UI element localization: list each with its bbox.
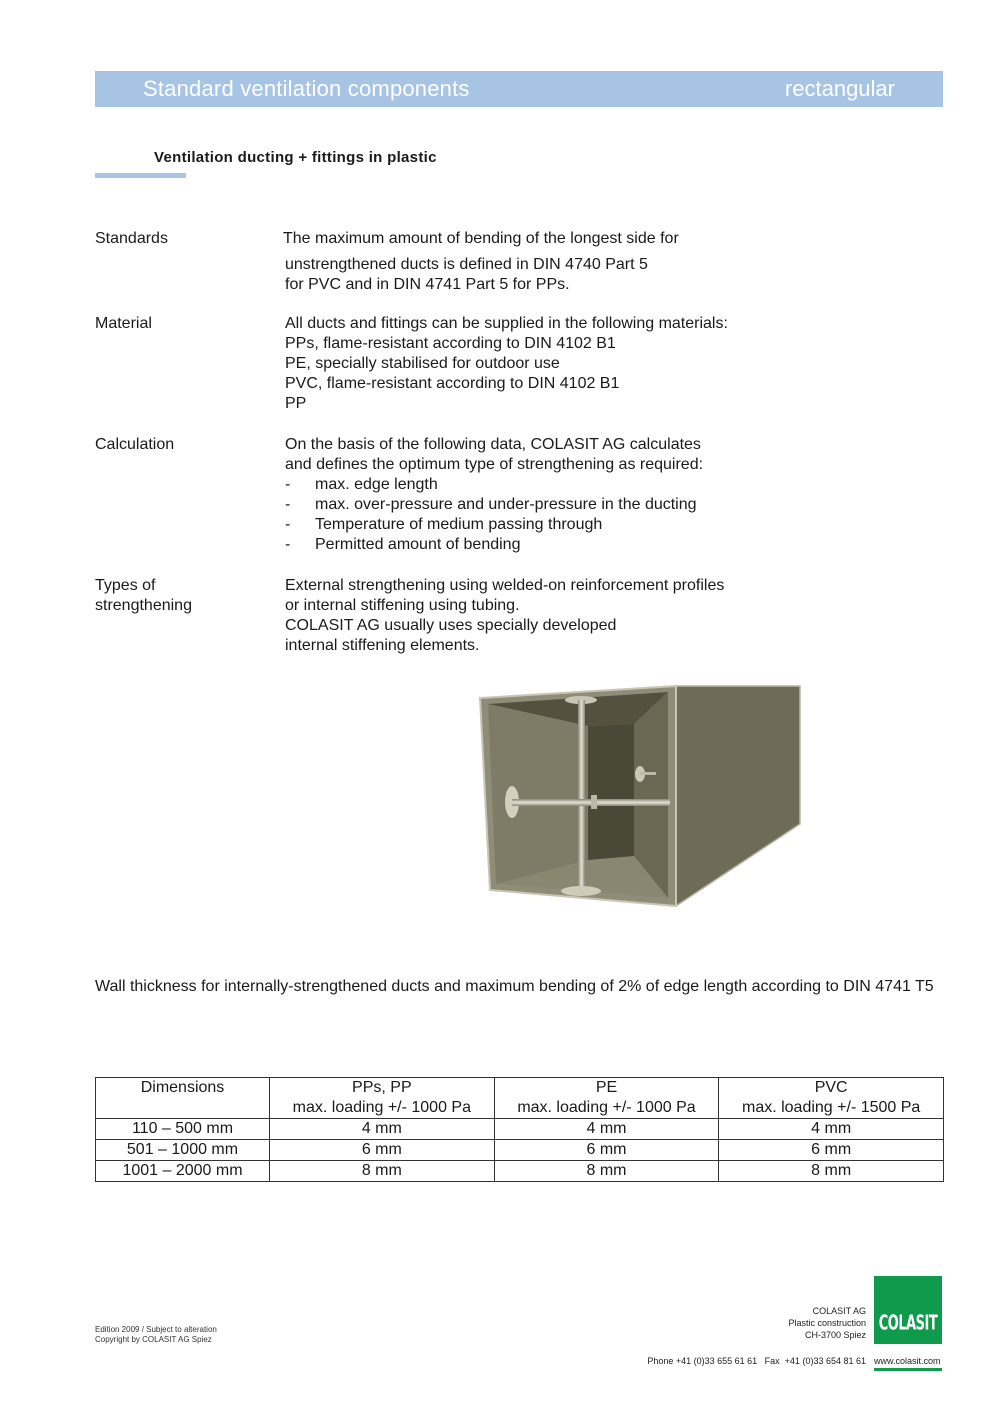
table-cell: 8 mm xyxy=(494,1161,719,1182)
copyright-text: Copyright by COLASIT AG Spiez xyxy=(95,1335,212,1344)
header-category: rectangular xyxy=(784,76,895,101)
list-item-text: max. over-pressure and under-pressure in the ducting xyxy=(315,496,697,513)
section-label-standards: Standards xyxy=(95,230,168,247)
colasit-logo xyxy=(874,1276,942,1344)
label-line: Types of xyxy=(95,577,156,594)
table-header-cell: Dimensions xyxy=(96,1078,270,1099)
table-header-cell: max. loading +/- 1000 Pa xyxy=(270,1098,495,1119)
table-header-cell: PPs, PP xyxy=(270,1078,495,1099)
company-city: CH-3700 Spiez xyxy=(804,1330,866,1340)
text-line: internal stiffening elements. xyxy=(285,637,480,654)
section-label-calculation: Calculation xyxy=(95,436,175,453)
header-title: Standard ventilation components xyxy=(143,76,470,101)
label-line: strengthening xyxy=(95,597,192,614)
list-item-text: max. edge length xyxy=(315,476,438,493)
text-line: PVC, flame-resistant according to DIN 4102 B1 xyxy=(285,375,620,392)
section-label-material: Material xyxy=(95,315,152,332)
standards-text-cont xyxy=(285,255,905,295)
list-item-text: Temperature of medium passing through xyxy=(315,516,603,533)
contact-line: Phone +41 (0)33 655 61 61 Fax +41 (0)33 654 81 61 xyxy=(647,1356,866,1366)
material-text xyxy=(285,314,905,414)
table-cell: 501 – 1000 mm xyxy=(96,1140,270,1161)
table-row xyxy=(96,1140,944,1161)
bullet-marker: - xyxy=(285,536,291,553)
table-header-row xyxy=(96,1078,944,1099)
text-line: unstrengthened ducts is defined in DIN 4740 Part 5 xyxy=(285,256,648,273)
list-item xyxy=(285,515,905,535)
table-row xyxy=(96,1119,944,1140)
table-row xyxy=(96,1161,944,1182)
edition-text: Edition 2009 / Subject to alteration xyxy=(95,1325,217,1334)
logo-text: COLASIT xyxy=(878,1312,938,1336)
table-cell: 4 mm xyxy=(270,1119,495,1140)
table-cell: 4 mm xyxy=(719,1119,944,1140)
table-cell: 6 mm xyxy=(270,1140,495,1161)
table-caption: Wall thickness for internally-strengthened ducts and maximum bending of 2% of edge length according to DIN 4741 T5 xyxy=(95,978,934,995)
table-cell: 4 mm xyxy=(494,1119,719,1140)
table-cell: 8 mm xyxy=(719,1161,944,1182)
text-line: COLASIT AG usually uses specially developed xyxy=(285,617,617,634)
website-link[interactable]: www.colasit.com xyxy=(874,1356,941,1366)
table-header-cell: PVC xyxy=(719,1078,944,1099)
subtitle-underline xyxy=(95,173,186,178)
text-line: PPs, flame-resistant according to DIN 4102 B1 xyxy=(285,335,616,352)
company-division: Plastic construction xyxy=(788,1318,866,1328)
section-label-types xyxy=(95,576,192,616)
table-cell: 6 mm xyxy=(719,1140,944,1161)
table-header-cell: max. loading +/- 1000 Pa xyxy=(494,1098,719,1119)
duct-drawing xyxy=(478,684,806,916)
text-line: All ducts and fittings can be supplied in the following materials: xyxy=(285,315,728,332)
logo-underline xyxy=(874,1368,942,1371)
table-header-cell: max. loading +/- 1500 Pa xyxy=(719,1098,944,1119)
table-header-cell: PE xyxy=(494,1078,719,1099)
calculation-text xyxy=(285,435,905,555)
list-item-text: Permitted amount of bending xyxy=(315,536,521,553)
page-subtitle: Ventilation ducting + fittings in plastic xyxy=(154,149,437,166)
wall-thickness-table xyxy=(95,1077,944,1182)
text-line: PP xyxy=(285,395,307,412)
text-line: PE, specially stabilised for outdoor use xyxy=(285,355,560,372)
text-line: for PVC and in DIN 4741 Part 5 for PPs. xyxy=(285,276,570,293)
bullet-marker: - xyxy=(285,476,291,493)
text-line: or internal stiffening using tubing. xyxy=(285,597,520,614)
company-address xyxy=(788,1305,866,1341)
table-cell: 8 mm xyxy=(270,1161,495,1182)
standards-text xyxy=(283,229,903,249)
bullet-marker: - xyxy=(285,496,291,513)
table-cell: 1001 – 2000 mm xyxy=(96,1161,270,1182)
table-header-row xyxy=(96,1098,944,1119)
text-line: and defines the optimum type of strengthening as required: xyxy=(285,456,704,473)
header-bar xyxy=(95,71,943,107)
text-line: The maximum amount of bending of the longest side for xyxy=(283,230,679,247)
types-text xyxy=(285,576,905,656)
footer-edition xyxy=(95,1325,217,1345)
list-item xyxy=(285,475,905,495)
list-item xyxy=(285,535,905,555)
company-name: COLASIT AG xyxy=(812,1306,866,1316)
list-item xyxy=(285,495,905,515)
text-line: External strengthening using welded-on reinforcement profiles xyxy=(285,577,725,594)
table-cell: 6 mm xyxy=(494,1140,719,1161)
text-line: On the basis of the following data, COLASIT AG calculates xyxy=(285,436,701,453)
table-header-cell xyxy=(96,1098,270,1119)
table-cell: 110 – 500 mm xyxy=(96,1119,270,1140)
duct-illustration xyxy=(478,684,806,921)
bullet-marker: - xyxy=(285,516,291,533)
